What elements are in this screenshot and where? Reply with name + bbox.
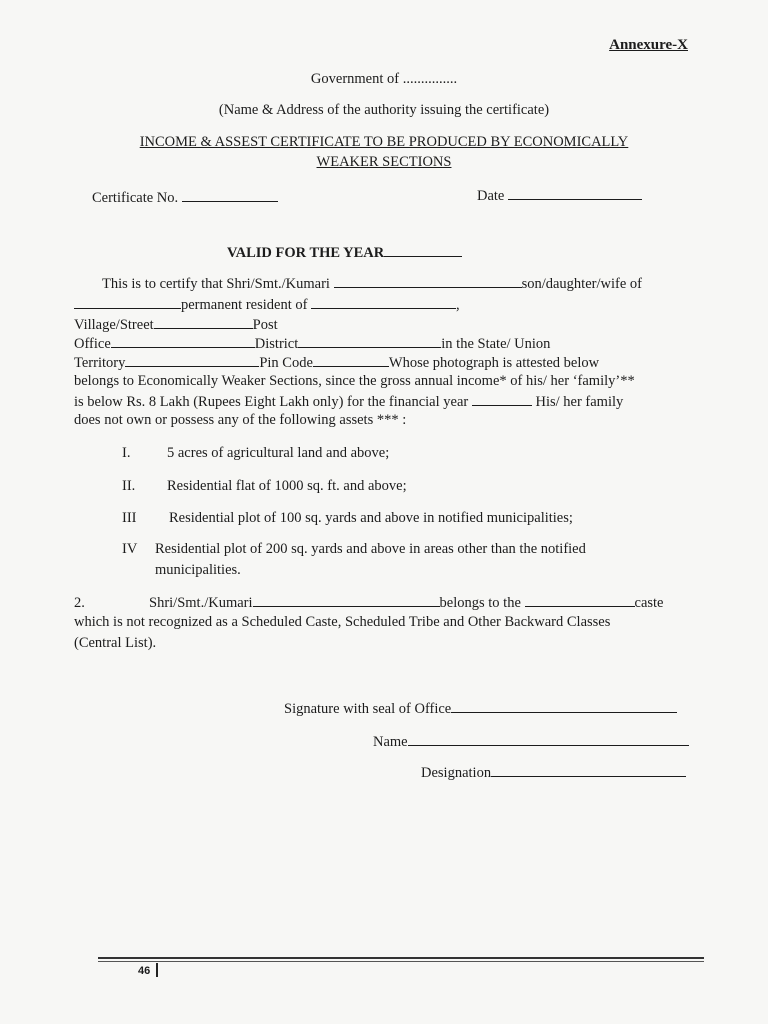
footer-rule bbox=[98, 957, 704, 959]
relation-text: son/daughter/wife of bbox=[521, 276, 642, 292]
page-number: 46 bbox=[138, 965, 151, 977]
income-text: is below Rs. 8 Lakh (Rupees Eight Lakh only) for the financial year bbox=[74, 394, 469, 410]
district-label: District bbox=[254, 336, 299, 352]
certificate-number-label: Certificate No. bbox=[92, 190, 179, 206]
territory-label: Territory bbox=[74, 355, 126, 371]
designation-label: Designation bbox=[421, 765, 492, 781]
page-number-divider bbox=[156, 963, 158, 977]
signature-label: Signature with seal of Office bbox=[284, 701, 452, 717]
body-line-7 bbox=[74, 391, 623, 411]
body-line-1 bbox=[102, 273, 642, 293]
name-label: Name bbox=[373, 734, 408, 750]
body-line-8: does not own or possess any of the following assets *** : bbox=[74, 412, 407, 428]
asset-text: Residential flat of 1000 sq. ft. and above; bbox=[167, 478, 407, 494]
name-row bbox=[373, 731, 689, 751]
certify-text: This is to certify that Shri/Smt./Kumari bbox=[102, 276, 330, 292]
body-line-6: belongs to Economically Weaker Sections, since the gross annual income* of his/ her ‘family’** bbox=[74, 373, 635, 389]
village-field[interactable] bbox=[154, 314, 253, 329]
signature-row bbox=[284, 698, 677, 718]
footer-rule-thin bbox=[98, 961, 704, 962]
para2-line-2: which is not recognized as a Scheduled Caste, Scheduled Tribe and Other Backward Classes bbox=[74, 614, 611, 630]
certificate-number bbox=[92, 187, 278, 207]
body-line-3 bbox=[74, 314, 278, 334]
belongs-text: belongs to the bbox=[439, 595, 521, 611]
asset-item-continuation: municipalities. bbox=[155, 562, 241, 578]
para2-line-3: (Central List). bbox=[74, 635, 157, 651]
asset-text: 5 acres of agricultural land and above; bbox=[167, 445, 390, 461]
date-label: Date bbox=[477, 188, 505, 204]
title-line-2: WEAKER SECTIONS bbox=[316, 154, 452, 170]
valid-year-field[interactable] bbox=[384, 242, 462, 257]
authority-line: (Name & Address of the authority issuing the certificate) bbox=[218, 102, 550, 118]
signature-field[interactable] bbox=[451, 698, 677, 713]
body-line-2 bbox=[74, 294, 460, 314]
district-field[interactable] bbox=[298, 333, 441, 348]
post-office-field[interactable] bbox=[111, 333, 255, 348]
body-line-4 bbox=[74, 333, 550, 353]
title-line-1: INCOME & ASSEST CERTIFICATE TO BE PRODUCED BY ECONOMICALLY bbox=[139, 134, 629, 150]
resident-text: permanent resident of bbox=[181, 297, 308, 313]
caste-field[interactable] bbox=[525, 592, 635, 607]
certificate-number-field[interactable] bbox=[182, 187, 278, 202]
para2-name-field[interactable] bbox=[253, 592, 440, 607]
asset-item bbox=[122, 509, 573, 527]
relation-name-field[interactable] bbox=[74, 294, 181, 309]
pin-code-field[interactable] bbox=[313, 352, 389, 367]
family-text: His/ her family bbox=[535, 394, 624, 410]
asset-number: III bbox=[122, 510, 137, 526]
asset-item bbox=[122, 540, 586, 558]
official-name-field[interactable] bbox=[408, 731, 689, 746]
para2-line-1 bbox=[74, 592, 664, 612]
post-label: Post bbox=[252, 317, 278, 333]
asset-number: I. bbox=[122, 445, 131, 461]
territory-field[interactable] bbox=[125, 352, 259, 367]
asset-number: II. bbox=[122, 478, 136, 494]
body-line-5 bbox=[74, 352, 599, 372]
para2-name-label: Shri/Smt./Kumari bbox=[149, 595, 253, 611]
asset-text: Residential plot of 100 sq. yards and above in notified municipalities; bbox=[169, 510, 573, 526]
government-line: Government of ............... bbox=[310, 71, 458, 87]
comma: , bbox=[456, 297, 460, 313]
designation-row bbox=[421, 762, 686, 782]
photograph-text: Whose photograph is attested below bbox=[388, 355, 600, 371]
date-row bbox=[477, 185, 642, 205]
annexure-label: Annexure-X bbox=[609, 37, 688, 53]
para2-number: 2. bbox=[74, 595, 85, 611]
asset-number: IV bbox=[122, 541, 138, 557]
asset-text: Residential plot of 200 sq. yards and above in areas other than the notified bbox=[155, 541, 586, 557]
financial-year-field[interactable] bbox=[472, 391, 532, 406]
state-label: in the State/ Union bbox=[441, 336, 551, 352]
designation-field[interactable] bbox=[491, 762, 686, 777]
valid-label: VALID FOR THE YEAR bbox=[227, 245, 385, 261]
name-field[interactable] bbox=[334, 273, 522, 288]
pin-code-label: Pin Code bbox=[259, 355, 313, 371]
date-field[interactable] bbox=[508, 185, 642, 200]
asset-item bbox=[122, 444, 389, 462]
office-label: Office bbox=[74, 336, 111, 352]
caste-label: caste bbox=[634, 595, 664, 611]
valid-for-year bbox=[227, 242, 462, 262]
asset-item bbox=[122, 477, 407, 495]
village-label: Village/Street bbox=[74, 317, 154, 333]
resident-field[interactable] bbox=[311, 294, 456, 309]
